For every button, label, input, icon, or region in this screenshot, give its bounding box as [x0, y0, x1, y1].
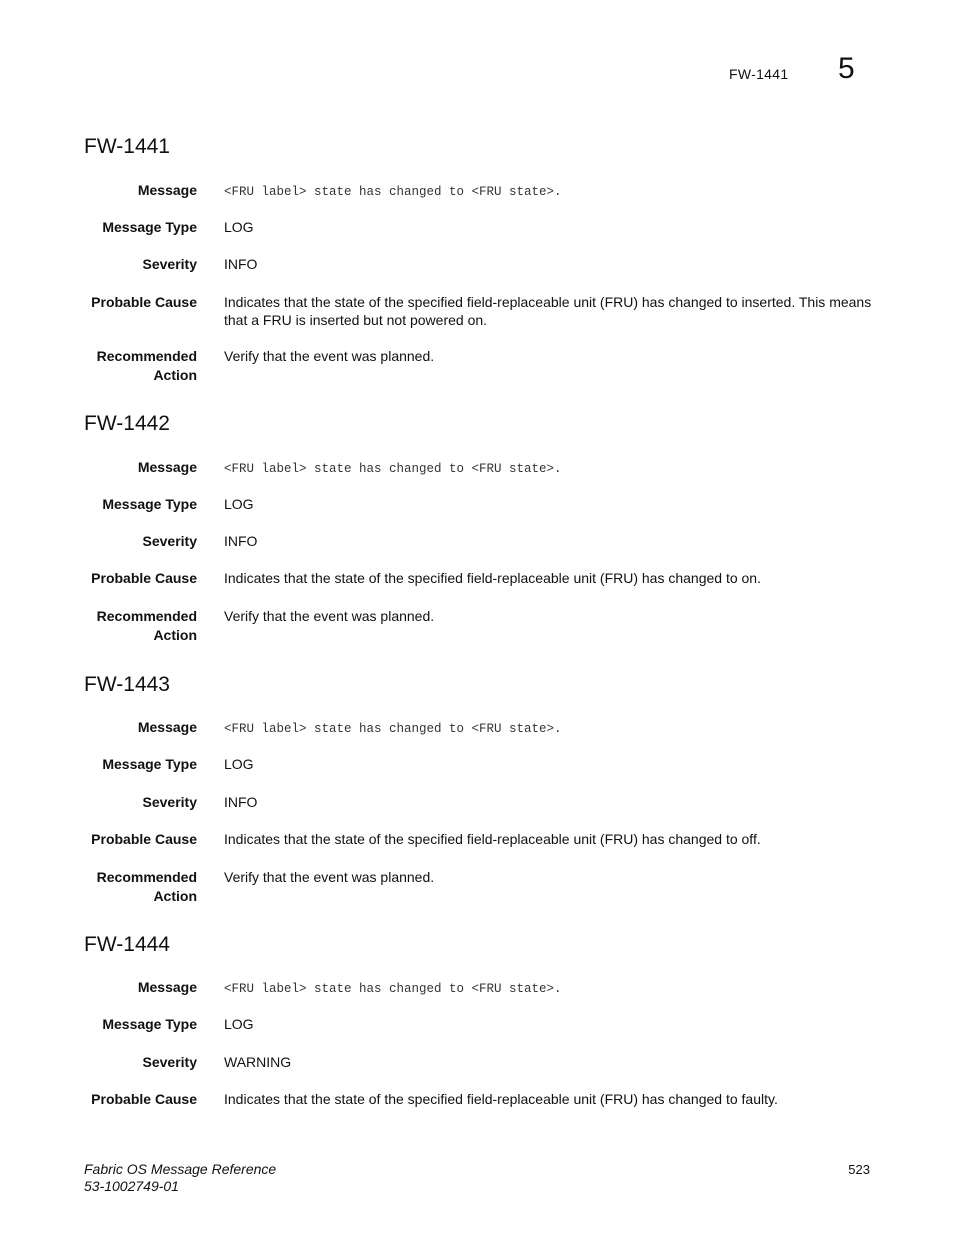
section-title: FW-1442: [84, 412, 170, 435]
footer-page-number: 523: [848, 1162, 870, 1177]
header-label: FW-1441: [729, 66, 789, 82]
label-recommended-action: [60, 868, 197, 906]
label-severity: Severity: [142, 794, 197, 810]
value-probable-cause: Indicates that the state of the specified field-replaceable unit (FRU) has changed to faulty.: [224, 1091, 778, 1107]
label-severity: Severity: [142, 533, 197, 549]
value-severity: INFO: [224, 256, 258, 272]
label-probable-cause: Probable Cause: [91, 294, 197, 310]
value-probable-cause: Indicates that the state of the specified field-replaceable unit (FRU) has changed to off.: [224, 831, 761, 847]
value-severity: INFO: [224, 533, 258, 549]
chapter-number: 5: [838, 52, 855, 85]
value-message-type: LOG: [224, 496, 254, 512]
label-recommended-line2: Action: [153, 888, 197, 904]
value-severity: WARNING: [224, 1054, 292, 1070]
label-recommended-line1: Recommended: [96, 869, 197, 885]
value-message: <FRU label> state has changed to <FRU state>.: [224, 185, 562, 199]
label-message-type: Message Type: [102, 219, 197, 235]
value-message: <FRU label> state has changed to <FRU state>.: [224, 462, 562, 476]
value-message: <FRU label> state has changed to <FRU state>.: [224, 722, 562, 736]
footer-doc-title: Fabric OS Message Reference: [84, 1161, 277, 1177]
value-recommended-action: Verify that the event was planned.: [224, 608, 435, 624]
section-title: FW-1441: [84, 135, 170, 158]
label-probable-cause: Probable Cause: [91, 831, 197, 847]
section-title: FW-1444: [84, 933, 170, 956]
value-recommended-action: Verify that the event was planned.: [224, 869, 435, 885]
value-severity: INFO: [224, 794, 258, 810]
label-probable-cause: Probable Cause: [91, 570, 197, 586]
label-message: Message: [137, 182, 197, 198]
label-recommended-action: [60, 347, 197, 385]
label-recommended-line2: Action: [153, 367, 197, 383]
label-recommended-line2: Action: [153, 627, 197, 643]
label-recommended-line1: Recommended: [96, 608, 197, 624]
label-message-type: Message Type: [102, 496, 197, 512]
label-message: Message: [137, 719, 197, 735]
label-recommended-line1: Recommended: [96, 348, 197, 364]
label-message: Message: [137, 979, 197, 995]
label-message-type: Message Type: [102, 756, 197, 772]
label-recommended-action: [60, 607, 197, 645]
value-probable-cause: Indicates that the state of the specified field-replaceable unit (FRU) has changed to on.: [224, 570, 761, 586]
label-probable-cause: Probable Cause: [91, 1091, 197, 1107]
label-message-type: Message Type: [102, 1016, 197, 1032]
value-message-type: LOG: [224, 219, 254, 235]
footer-document-info: [84, 1161, 276, 1195]
value-message: <FRU label> state has changed to <FRU state>.: [224, 982, 562, 996]
section-title: FW-1443: [84, 673, 170, 696]
footer-doc-number: 53-1002749-01: [84, 1178, 179, 1194]
label-severity: Severity: [142, 256, 197, 272]
value-probable-cause: Indicates that the state of the specified field-replaceable unit (FRU) has changed to inserted. This means that a FRU is inserted but not powered on.: [224, 294, 872, 328]
label-message: Message: [137, 459, 197, 475]
value-recommended-action: Verify that the event was planned.: [224, 348, 435, 364]
value-message-type: LOG: [224, 1016, 254, 1032]
value-message-type: LOG: [224, 756, 254, 772]
label-severity: Severity: [142, 1054, 197, 1070]
